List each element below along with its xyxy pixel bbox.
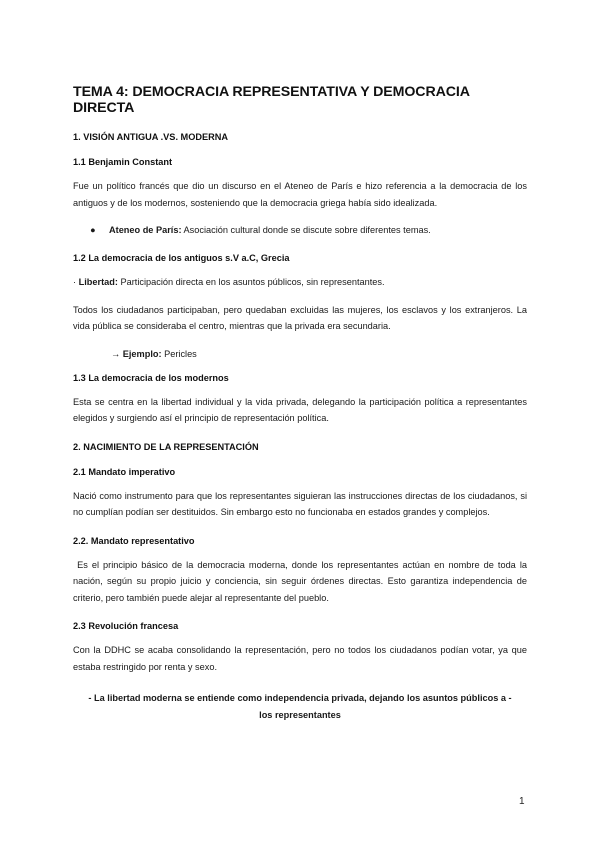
section-1-3-heading: 1.3 La democracia de los modernos [73, 372, 229, 383]
quote-line-1: - La libertad moderna se entiende como independencia privada, dejando los asuntos públicos a - [88, 693, 512, 703]
libertad-line [73, 274, 527, 291]
bullet-content [109, 222, 431, 238]
section-2-1-paragraph: Nació como instrumento para que los representantes siguieran las instrucciones directas de los ciudadanos, si no cumplían podían ser destituidos. Sin embargo esto no funcionaba en estados grandes y complejos. [73, 490, 527, 517]
section-2-2-paragraph: Es el principio básico de la democracia moderna, donde los representantes actúan en nombre de toda la nación, según su propio juicio y conciencia, sin seguir órdenes directas. Esto garantiza independencia de criterio, pero también puede alejar al representante del pueblo. [73, 559, 530, 603]
arrow-icon: → [111, 348, 123, 359]
ejemplo-term: Ejemplo: [122, 348, 162, 359]
bullet-text: Asociación cultural donde se discute sobre diferentes temas. [181, 225, 431, 235]
section-2-3-heading: 2.3 Revolución francesa [73, 621, 179, 631]
section-1-2-paragraph: Todos los ciudadanos participaban, pero quedaban excluidas las mujeres, los esclavos y los extranjeros. La vida pública se consideraba el centro, mientras que la privada era secundaria. [73, 304, 527, 331]
document-body [73, 84, 530, 723]
section-2-2-heading: 2.2. Mandato representativo [73, 535, 195, 546]
bullet-dot-icon: ● [90, 225, 96, 235]
ejemplo-text: Pericles [161, 348, 197, 359]
bullet-term: Ateneo de París: [109, 225, 182, 235]
section-1-heading: 1. VISIÓN ANTIGUA .VS. MODERNA [73, 132, 229, 142]
ejemplo-line [111, 346, 527, 362]
section-1-1-paragraph: Fue un político francés que dio un discurso en el Ateneo de París e hizo referencia a la democracia de los antiguos y de los modernos, sosteniendo que la democracia griega había sido idealizada. [73, 181, 527, 208]
libertad-text: Participación directa en los asuntos públicos, sin representantes. [117, 277, 385, 287]
closing-quote [73, 690, 527, 723]
quote-line-2: los representantes [259, 709, 341, 720]
section-2-heading: 2. NACIMIENTO DE LA REPRESENTACIÓN [73, 441, 259, 452]
section-2-3-paragraph: Con la DDHC se acaba consolidando la representación, pero no todos los ciudadanos podían votar, ya que estaba restringido por renta y sexo. [73, 645, 527, 672]
section-2-1-heading: 2.1 Mandato imperativo [73, 466, 176, 477]
page-title: TEMA 4: DEMOCRACIA REPRESENTATIVA Y DEMOCRACIA DIRECTA [73, 84, 470, 116]
section-1-1-heading: 1.1 Benjamin Constant [73, 157, 173, 167]
libertad-prefix: · [73, 277, 79, 287]
libertad-term: Libertad: [78, 277, 118, 287]
bullet-item [90, 222, 527, 238]
page-number: 1 [519, 796, 525, 807]
section-1-3-paragraph: Esta se centra en la libertad individual y la vida privada, delegando la participación política a representantes elegidos y surgiendo así el principio de representación política. [73, 396, 527, 423]
section-1-2-heading: 1.2 La democracia de los antiguos s.V a.C, Grecia [73, 253, 290, 263]
